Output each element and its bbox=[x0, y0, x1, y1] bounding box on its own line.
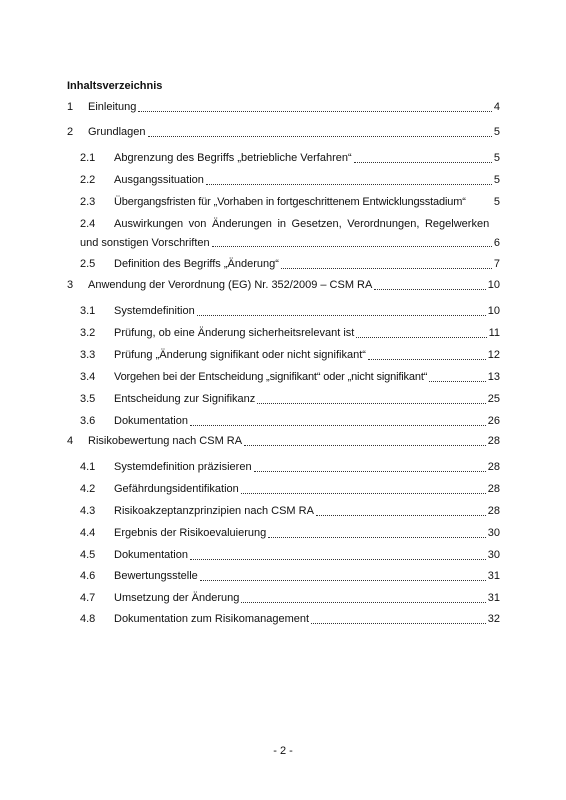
toc-entry-page: 32 bbox=[487, 613, 500, 625]
toc-entry-title: Grundlagen bbox=[88, 126, 146, 138]
toc-entry-page: 5 bbox=[493, 152, 500, 164]
dot-leader bbox=[316, 514, 486, 516]
toc-entry-number: 4.7 bbox=[80, 592, 96, 604]
toc-entry-page: 30 bbox=[487, 549, 500, 561]
toc-entry[interactable] bbox=[67, 276, 500, 292]
toc-entry-number: 1 bbox=[67, 101, 74, 113]
toc-entry-number: 3.6 bbox=[80, 415, 96, 427]
dot-leader bbox=[148, 135, 492, 137]
toc-entry[interactable] bbox=[80, 368, 500, 384]
toc-entry[interactable] bbox=[80, 346, 500, 362]
toc-entry-page: 6 bbox=[493, 237, 500, 249]
toc-entry-number: 4.8 bbox=[80, 613, 96, 625]
toc-entry[interactable] bbox=[80, 324, 500, 340]
toc-entry-page: 31 bbox=[487, 592, 500, 604]
toc-entry[interactable] bbox=[80, 589, 500, 605]
toc-entry[interactable] bbox=[80, 215, 500, 231]
toc-entry-page: 10 bbox=[487, 279, 500, 291]
toc-entry-page: 7 bbox=[493, 258, 500, 270]
toc-entry-title: Definition des Begriffs „Änderung“ bbox=[114, 258, 279, 270]
toc-entry-page: 11 bbox=[488, 327, 500, 339]
toc-entry[interactable] bbox=[80, 610, 500, 626]
toc-entry-continuation[interactable] bbox=[80, 233, 500, 249]
toc-entry-number: 3.2 bbox=[80, 327, 96, 339]
dot-leader bbox=[241, 492, 486, 494]
toc-entry-page: 26 bbox=[487, 415, 500, 427]
toc-entry[interactable] bbox=[80, 502, 500, 518]
toc-entry-number: 3 bbox=[67, 279, 74, 291]
toc-entry-number: 2 bbox=[67, 126, 74, 138]
toc-entry-title: Systemdefinition präzisieren bbox=[114, 461, 252, 473]
toc-entry[interactable] bbox=[80, 255, 500, 271]
dot-leader bbox=[190, 424, 486, 426]
toc-entry[interactable] bbox=[80, 546, 500, 562]
toc-entry-number: 3.4 bbox=[80, 371, 96, 383]
toc-entry-title: Ergebnis der Risikoevaluierung bbox=[114, 527, 267, 539]
toc-entry-number: 3.5 bbox=[80, 393, 96, 405]
toc-entry-title: Risikobewertung nach CSM RA bbox=[88, 435, 243, 447]
toc-entry-title: Ausgangssituation bbox=[114, 174, 204, 186]
toc-entry-title: Gefährdungsidentifikation bbox=[114, 483, 239, 495]
toc-entry-number: 4.3 bbox=[80, 505, 96, 517]
toc-entry-title: Bewertungsstelle bbox=[114, 570, 198, 582]
toc-entry-page: 25 bbox=[487, 393, 500, 405]
toc-entry[interactable] bbox=[67, 98, 500, 114]
toc-entry[interactable] bbox=[67, 432, 500, 448]
toc-entry-title: Systemdefinition bbox=[114, 305, 195, 317]
toc-entry-page: 10 bbox=[487, 305, 500, 317]
toc-entry-number: 4.5 bbox=[80, 549, 96, 561]
dot-leader bbox=[138, 110, 492, 112]
toc-entry[interactable] bbox=[80, 171, 500, 187]
toc-entry[interactable] bbox=[80, 390, 500, 406]
dot-leader bbox=[200, 579, 486, 581]
dot-leader bbox=[374, 288, 485, 290]
dot-leader bbox=[190, 558, 486, 560]
toc-entry-number: 4.1 bbox=[80, 461, 96, 473]
toc-entry-page: 5 bbox=[493, 174, 500, 186]
toc-entry-title: Umsetzung der Änderung bbox=[114, 592, 240, 604]
toc-entry-page: 31 bbox=[487, 570, 500, 582]
toc-entry[interactable] bbox=[80, 302, 500, 318]
toc-entry-page: 12 bbox=[487, 349, 500, 361]
dot-leader bbox=[241, 601, 485, 603]
dot-leader bbox=[268, 536, 486, 538]
toc-entry-page: 5 bbox=[493, 126, 500, 138]
toc-entry-number: 2.3 bbox=[80, 196, 96, 208]
toc-entry-title-continued: und sonstigen Vorschriften bbox=[80, 237, 210, 249]
page-number: - 2 - bbox=[273, 745, 293, 757]
dot-leader bbox=[254, 470, 486, 472]
toc-entry-title: Dokumentation bbox=[114, 415, 188, 427]
dot-leader bbox=[244, 444, 486, 446]
dot-leader bbox=[281, 267, 492, 269]
toc-entry[interactable] bbox=[67, 123, 500, 139]
toc-entry-number: 4.2 bbox=[80, 483, 96, 495]
toc-entry-title: Prüfung, ob eine Änderung sicherheitsrelevant ist bbox=[114, 327, 355, 339]
toc-entry-title: Übergangsfristen für „Vorhaben in fortgeschrittenem Entwicklungsstadium“ bbox=[114, 196, 466, 208]
dot-leader bbox=[468, 206, 492, 207]
dot-leader bbox=[206, 183, 492, 185]
dot-leader bbox=[197, 314, 486, 316]
toc-entry-page: 28 bbox=[487, 435, 500, 447]
toc-entry-title: Einleitung bbox=[88, 101, 137, 113]
toc-entry-title: Risikoakzeptanzprinzipien nach CSM RA bbox=[114, 505, 314, 517]
toc-entry-number: 2.2 bbox=[80, 174, 96, 186]
toc-entry-page: 28 bbox=[487, 483, 500, 495]
toc-entry-number: 2.4 bbox=[80, 218, 96, 230]
toc-entry-title: Abgrenzung des Begriffs „betriebliche Verfahren“ bbox=[114, 152, 352, 164]
toc-entry-title: Prüfung „Änderung signifikant oder nicht signifikant“ bbox=[114, 349, 366, 361]
toc-entry-number: 4.6 bbox=[80, 570, 96, 582]
toc-entry-title: Auswirkungen von Änderungen in Gesetzen, Verordnungen, Regelwerken bbox=[114, 218, 490, 230]
toc-entry-page: 4 bbox=[493, 101, 500, 113]
toc-entry-number: 2.1 bbox=[80, 152, 96, 164]
toc-entry-number: 2.5 bbox=[80, 258, 96, 270]
toc-entry[interactable] bbox=[80, 412, 500, 428]
toc-entry[interactable] bbox=[80, 458, 500, 474]
dot-leader bbox=[354, 161, 492, 163]
toc-entry-number: 3.3 bbox=[80, 349, 96, 361]
toc-entry[interactable] bbox=[80, 567, 500, 583]
toc-entry-title: Vorgehen bei der Entscheidung „signifikant“ oder „nicht signifikant“ bbox=[114, 371, 428, 383]
toc-entry-page: 13 bbox=[487, 371, 500, 383]
dot-leader bbox=[429, 380, 485, 382]
toc-entry[interactable] bbox=[80, 480, 500, 496]
dot-leader bbox=[212, 245, 492, 247]
toc-entry-title: Dokumentation bbox=[114, 549, 188, 561]
dot-leader bbox=[368, 358, 486, 360]
toc-entry-page: 5 bbox=[493, 196, 500, 208]
toc-entry-title: Anwendung der Verordnung (EG) Nr. 352/2009 – CSM RA bbox=[88, 279, 373, 291]
toc-entry-page: 28 bbox=[487, 505, 500, 517]
toc-entry-number: 4 bbox=[67, 435, 74, 447]
dot-leader bbox=[257, 402, 486, 404]
toc-title: Inhaltsverzeichnis bbox=[67, 80, 163, 92]
toc-entry-number: 3.1 bbox=[80, 305, 96, 317]
toc-entry-number: 4.4 bbox=[80, 527, 96, 539]
toc-entry[interactable] bbox=[80, 524, 500, 540]
toc-entry[interactable] bbox=[80, 149, 500, 165]
toc-entry-title: Dokumentation zum Risikomanagement bbox=[114, 613, 310, 625]
toc-entry[interactable] bbox=[80, 193, 500, 209]
toc-entry-page: 30 bbox=[487, 527, 500, 539]
toc-entry-page: 28 bbox=[487, 461, 500, 473]
toc-entry-title: Entscheidung zur Signifikanz bbox=[114, 393, 256, 405]
dot-leader bbox=[356, 336, 486, 338]
dot-leader bbox=[311, 622, 486, 624]
